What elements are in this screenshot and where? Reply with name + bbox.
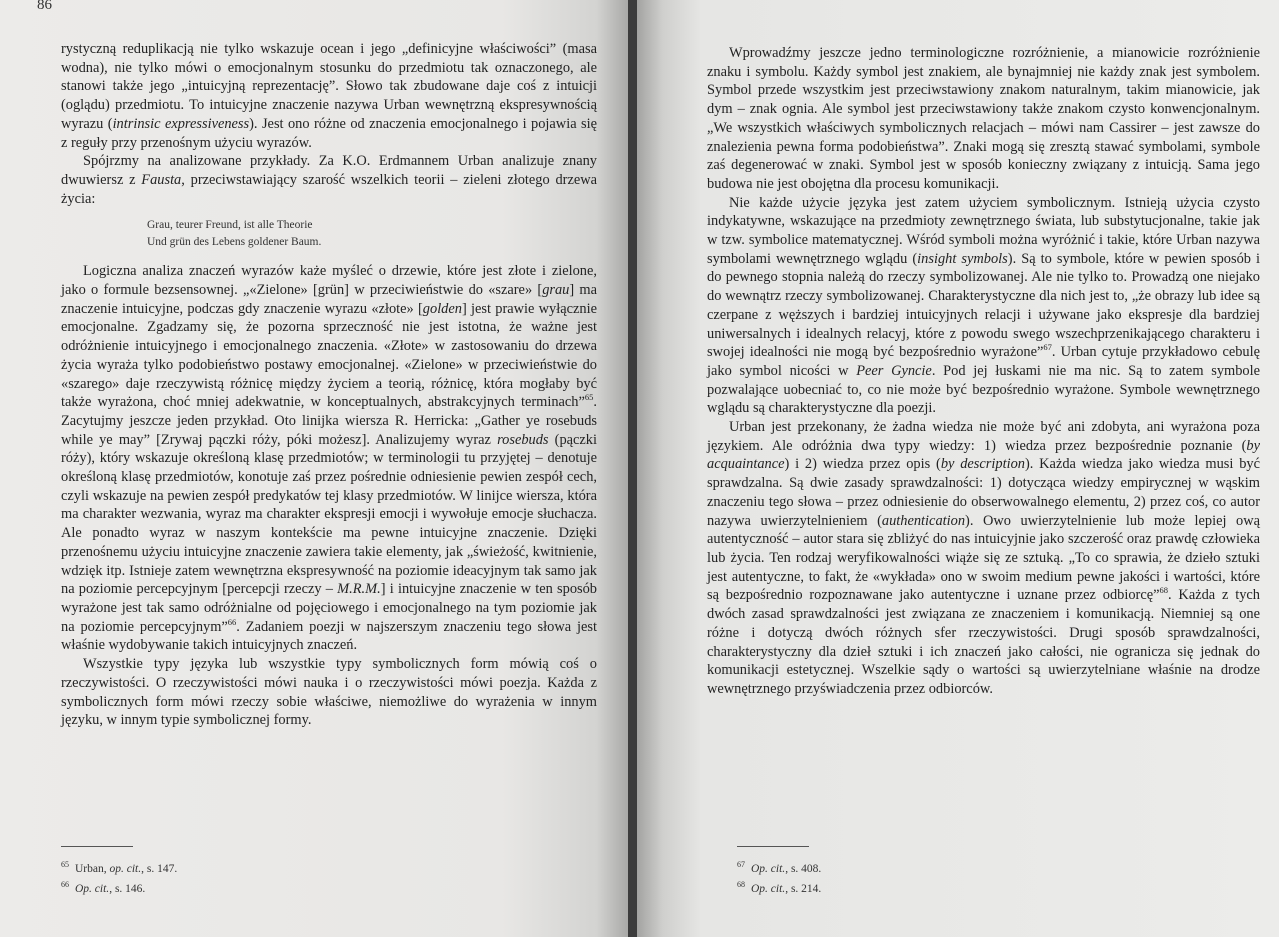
text-run: Spójrzmy na analizowane przykłady. Za K.O. Erdmannem Urban analizuje znany dwuwiersz z: [61, 153, 597, 188]
italic-text: grau: [542, 282, 570, 299]
text-run: . Urban cytuje przykładowo cebulę jako symbol nicości w: [707, 344, 1260, 379]
text-run: ] ma znaczenie intuicyjne, podczas gdy znaczenie wyrazu «złote» [: [61, 282, 597, 317]
footnote-ref: 67: [737, 860, 745, 869]
footnote-ref: 65: [584, 392, 594, 403]
footnote-rule: [61, 846, 133, 847]
text-run: Urban,: [75, 862, 110, 875]
footnote-ref: 68: [737, 879, 745, 889]
poem-line: Grau, teurer Freund, ist alle Theorie: [147, 219, 313, 232]
italic-text: by description: [940, 456, 1025, 473]
italic-text: intrinsic expressiveness: [112, 115, 250, 132]
left-page: [0, 0, 628, 937]
poem-line: Und grün des Lebens goldener Baum.: [147, 236, 322, 249]
italic-text: insight symbols: [917, 250, 1008, 267]
italic-text: Fausta: [141, 171, 182, 188]
footnote: [61, 857, 177, 877]
text-run: , s. 147.: [141, 862, 178, 875]
text-run: Nie każde użycie języka jest zatem użyciem symbolicznym. Istnieją użycia czysto indykatywne, wskazujące na przedmioty zewnętrznego świata, lub substytucjonalne, takie jak w tzw. symbolice matematycznej. Wśród symboli można wyróżnić i takie, które Urban nazywa symbolami wewnętrznego wglądu (: [707, 194, 1260, 267]
text-run: ) i 2) wiedza przez opis (: [784, 456, 941, 473]
italic-text: M.R.M.: [337, 581, 381, 598]
poem-quote: [147, 217, 597, 251]
italic-text: Op. cit.: [75, 882, 110, 895]
footnote: [737, 857, 821, 877]
text-run: Urban jest przekonany, że żadna wiedza nie może być ani zdobyta, ani wyrażona poza językiem. Ale odróżnia dwa typy wiedzy: 1) wiedza przez bezpośrednie poznanie (: [707, 419, 1260, 454]
italic-text: op. cit.: [109, 862, 142, 875]
text-run: rystyczną reduplikacją nie tylko wskazuje ocean i jego „definicyjne właściwości” (masa wodna), nie tylko mówi o emocjonalnym stosunku do przedmiotu tak oznaczonego, ale stanowi także jego „intuicyjną reprezentację”. Słowo tak zbudowane daje coś z intuicji (oglądu) przedmiotu. To intuicyjne znaczenie nazywa Urban wewnętrzną ekspresywnością wyrazu (: [61, 41, 597, 132]
paragraph: [61, 262, 597, 655]
footnote-ref: 66: [227, 616, 237, 627]
italic-text: rosebuds: [497, 431, 549, 448]
left-body-text: [61, 40, 597, 730]
book-gutter: [628, 0, 637, 937]
right-body-text: [707, 44, 1260, 699]
italic-text: authentication: [881, 512, 966, 529]
text-run: ). Są to symbole, które w pewien sposób i do pewnego stopnia należą do rzeczy symbolizowanej. Ale nie tylko to. Prowadzą one niejako do wewnątrz rzeczy symbolizowanej. Charakterystyczne dla nich jest to, „że obrazy lub idee są czerpane z węższych i bardziej intuicyjnych relacji i używane jako ekspresje dla bardziej uniwersalnych i idealnych relacyj, które z powodu swego wszechprzenikającego charakteru i swojej idealności nie mogą być bezpośrednio wyrażone”: [707, 250, 1260, 361]
footnote-rule: [737, 846, 809, 847]
footnote: [737, 877, 821, 897]
footnote: [61, 877, 177, 897]
text-run: ). Każda wiedza jako wiedza musi być sprawdzalna. Są dwie zasady sprawdzalności: 1) dotycząca wiedzy empirycznej w wąskim znaczeniu tego słowa – przez odniesienie do obserwowalnego elementu, 2) przez coś, co autor nazywa uwierzytelnieniem (: [707, 456, 1260, 529]
footnotes: [737, 846, 821, 897]
text-run: Wszystkie typy języka lub wszystkie typy symbolicznych form mówią coś o rzeczywistości. O rzeczywistości mówi nauka i o rzeczywistości mówi poezja. Każda z symbolicznych form mówi rzeczy sobie właściwe, niemożliwe do wyrażenia w innym języku, w innym typie symbolicznej formy.: [61, 656, 597, 729]
text-run: , s. 408.: [785, 862, 822, 875]
right-page: [637, 0, 1279, 937]
paragraph: [61, 152, 597, 208]
italic-text: Op. cit.: [751, 862, 786, 875]
text-run: , s. 214.: [785, 882, 822, 895]
text-run: Wprowadźmy jeszcze jedno terminologiczne rozróżnienie, a mianowicie rozróżnienie znaku i symbolu. Każdy symbol jest znakiem, ale bynajmniej nie każdy znak jest symbolem. Symbol przede wszystkim jest przeciwstawiony znakom naturalnym, takim mianowicie, jak dym – znak ognia. Ale symbol jest przeciwstawiony także znakom czysto konwencjonalnym. „We wszystkich właściwych symbolicznych relacjach – mówi nam Cassirer – jest zawsze do znalezienia pewna forma podobieństwa”. Znaki mogą się zresztą stawać symbolami, symbole zaś degenerować w znaki. Symbol jest w sposób konieczny związany z intuicją. Sama jego budowa nie jest obojętna dla procesu komunikacji.: [707, 45, 1260, 192]
text-run: . Pod jej łuskami nie ma nic. Są to zatem symbole pozwalające uobecniać to, co nie może być bezpośrednio wyrażone. Symbole wewnętrznego wglądu są charakterystyczne dla poezji.: [707, 362, 1260, 417]
text-run: , s. 146.: [109, 882, 146, 895]
italic-text: by acquaintance: [707, 437, 1260, 473]
text-run: Logiczna analiza znaczeń wyrazów każe myśleć o drzewie, które jest złote i zielone, jako o formule bezsensownej. „«Zielone» [grün] w przeciwieństwie do «szare» [: [61, 263, 597, 299]
paragraph: [707, 44, 1260, 194]
footnote-ref: 68: [1159, 585, 1169, 596]
page-number: 86: [37, 0, 52, 13]
paragraph: [61, 40, 597, 152]
footnotes: [61, 846, 177, 897]
text-run: . Zadaniem poezji w najszerszym znaczeniu tego słowa jest właśnie wydobywanie takich intuicyjnych znaczeń.: [61, 618, 597, 654]
paragraph: [61, 655, 597, 730]
text-run: ] jest prawie wyłącznie emocjonalne. Zgadzamy się, że pozorna sprzeczność nie jest istotna, że ważne jest odróżnienie intuicyjnego i emocjonalnego znaczenia. «Złote» w zastosowaniu do drzewa życia wyraża tylko podobieństwo postawy emocjonalnej. «Zielone» w przeciwieństwie do «szarego» daje rzeczywistą różnicę między życiem a teorią, różnicę, która mogłaby być także wyrażona, choć mniej adekwatnie, w konceptualnych, abstrakcyjnych terminach”: [61, 300, 597, 411]
text-run: . Każda z tych dwóch zasad sprawdzalności jest związana ze znaczeniem i komunikacją. Niemniej są one różne i dotyczą dwóch różnych sfer rzeczywistości. Drugi sposób sprawdzalności, charakterystyczny dla dzieł sztuki i ich znaczeń jako całości, nie ogranicza się jednak do komunikacji estetycznej. Wszelkie sądy o wartości są uwierzytelniane właśnie na drodze wewnętrznego przyświadczenia przez odbiorców.: [707, 587, 1260, 697]
footnote-ref: 66: [61, 879, 69, 889]
text-run: . Zacytujmy jeszcze jeden przykład. Oto linijka wiersza R. Herricka: „Gather ye rosebuds while ye may” [Zrywaj pączki róży, póki możesz]. Analizujemy wyraz: [61, 394, 597, 448]
text-run: ] i intuicyjne znaczenie w ten sposób wyrażone jest tak samo odróżnialne od pojęciowego i emocjonalnego na tym poziomie jak na poziomie percepcyjnym”: [61, 581, 598, 635]
paragraph: [707, 418, 1260, 699]
text-run: ). Jest ono różne od znaczenia emocjonalnego i pojawia się z reguły przy przenośnym użyciu wyrazów.: [61, 115, 597, 151]
italic-text: Op. cit.: [751, 882, 786, 895]
paragraph: [707, 194, 1260, 418]
text-run: ). Owo uwierzytelnienie lub może lepiej ową autentyczność – autor stara się zbliżyć do nas intuicyjnie jako szczerość oraz prawdę człowieka lub życia. Ten rodzaj weryfikowalności wiąże się ze sztuką. „To co sprawia, że dzieło sztuki jest autentyczne, to fakt, że «wykłada» ono w swoim medium pewne jakości i wartości, które są bezpośrednio rozpoznawane jako autentyczne i uznane przez odbiorcę”: [707, 512, 1260, 604]
text-run: (pączki róży), który wskazuje określoną klasę przedmiotów; w terminologii tu przyjętej – denotuje określoną klasę przedmiotów, konotuje zaś przez pośrednie odniesienie pewien zespół cech, czyli wskazuje na pewien zespół predykatów tej klasy przedmiotów. W linijce wiersza, która ma charakter wezwania, wyraz ma charakter ekspresji emocji i wywołuje emocje słuchacza. Ale ponadto wyraz w naszym kontekście ma pewne intuicyjne znaczenie. Dzięki przenośnemu użyciu intuicyjne znaczenie zawiera takie elementy, jak „świeżość, kwitnienie, wdzięk itp. Istnieje zatem wewnętrzna ekspresywność na poziomie ideacyjnym tak samo jak na poziomie percepcyjnym [percepcji rzeczy –: [61, 431, 597, 598]
text-run: , przeciwstawiający szarość wszelkich teorii – zieleni złotego drzewa życia:: [61, 171, 597, 207]
italic-text: Peer Gyncie: [856, 362, 932, 379]
italic-text: golden: [422, 300, 462, 317]
footnote-ref: 67: [1043, 342, 1052, 353]
footnote-ref: 65: [61, 860, 69, 869]
